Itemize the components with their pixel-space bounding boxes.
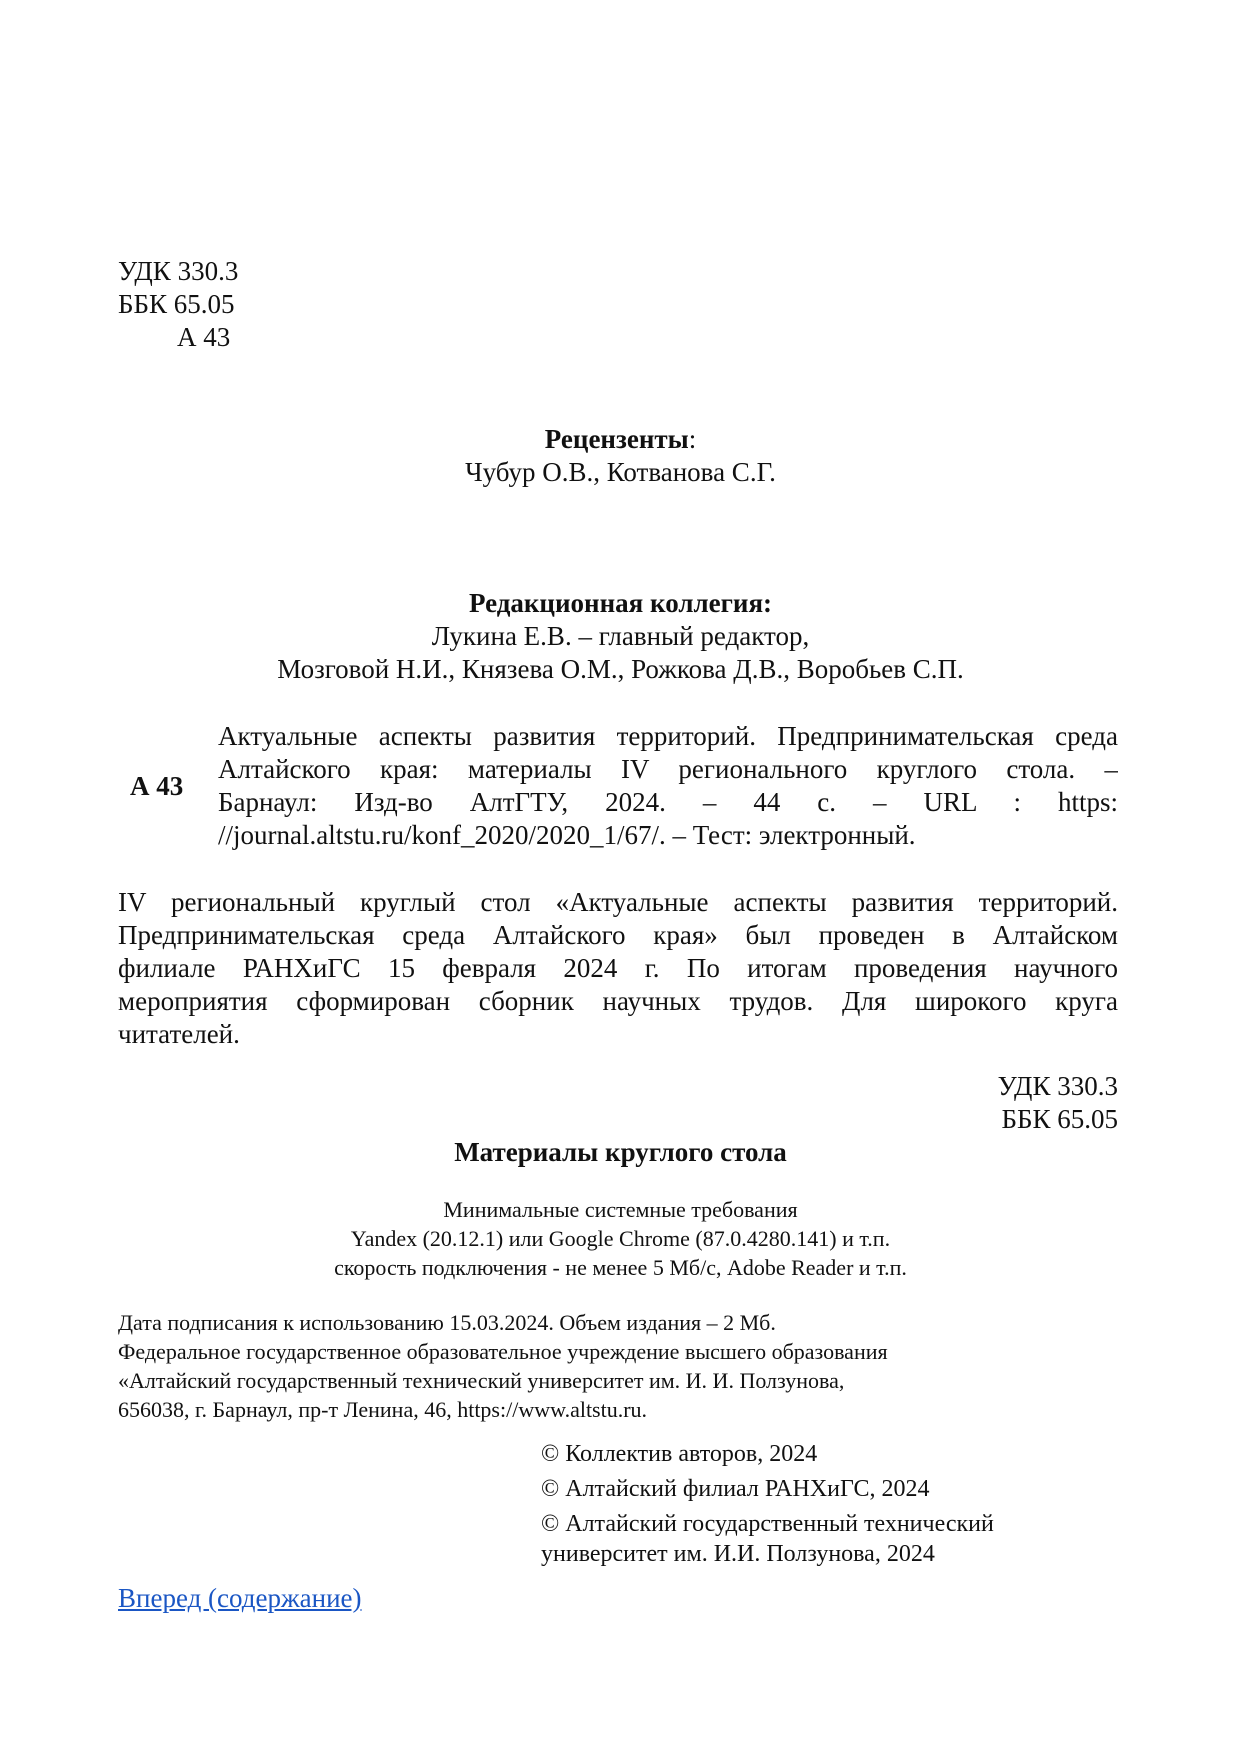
next-contents-link[interactable]: Вперед (содержание) (118, 1583, 362, 1613)
copyright-university-cont: университет им. И.И. Ползунова, 2024 (541, 1541, 935, 1567)
bbk-code-top: ББК 65.05 (118, 289, 235, 319)
abstract-line: мероприятия сформирован сборник научных трудов. Для широкого круга (118, 986, 1118, 1016)
copyright-authors: © Коллектив авторов, 2024 (541, 1441, 818, 1467)
publisher-name-line: «Алтайский государственный технический университет им. И. И. Ползунова, (118, 1368, 845, 1393)
publisher-address-line: 656038, г. Барнаул, пр-т Ленина, 46, https://www.altstu.ru. (118, 1397, 648, 1422)
udk-code-top: УДК 330.3 (118, 256, 239, 286)
copyright-university: © Алтайский государственный технический (541, 1511, 994, 1537)
author-code-top: А 43 (177, 322, 231, 352)
editorial-board-chief: Лукина Е.В. – главный редактор, (431, 621, 810, 651)
publisher-line: Федеральное государственное образовательное учреждение высшего образования (118, 1339, 888, 1364)
bibliographic-line: //journal.altstu.ru/konf_2020/2020_1/67/. – Тест: электронный. (218, 820, 916, 850)
editorial-board-members: Мозговой Н.И., Князева О.М., Рожкова Д.В., Воробьев С.П. (277, 654, 964, 684)
copyright-branch: © Алтайский филиал РАНХиГС, 2024 (541, 1476, 930, 1502)
reviewers-title-colon: : (688, 424, 697, 454)
abstract-line: Предпринимательская среда Алтайского края» был проведен в Алтайском (118, 920, 1118, 950)
system-requirements-browsers: Yandex (20.12.1) или Google Chrome (87.0.4280.141) и т.п. (350, 1226, 891, 1251)
reviewers-heading (0, 423, 1241, 456)
system-requirements-heading: Минимальные системные требования (443, 1197, 798, 1222)
reviewers-title: Рецензенты (544, 424, 689, 454)
bbk-code-bottom: ББК 65.05 (1001, 1104, 1118, 1134)
materials-title: Материалы круглого стола (454, 1137, 787, 1167)
abstract-line: филиале РАНХиГС 15 февраля 2024 г. По итогам проведения научного (118, 953, 1118, 983)
editorial-board-title: Редакционная коллегия: (468, 588, 773, 618)
udk-code-bottom: УДК 330.3 (997, 1071, 1118, 1101)
reviewers-names: Чубур О.В., Котванова С.Г. (465, 457, 776, 487)
bibliographic-line: Барнаул: Изд-во АлтГТУ, 2024. – 44 с. – URL : https: (218, 787, 1118, 817)
system-requirements-connection: скорость подключения - не менее 5 Мб/с, Adobe Reader и т.п. (334, 1255, 907, 1280)
abstract-line: читателей. (118, 1019, 240, 1049)
publication-date-line: Дата подписания к использованию 15.03.2024. Объем издания – 2 Мб. (118, 1310, 776, 1335)
abstract-line: IV региональный круглый стол «Актуальные аспекты развития территорий. (118, 887, 1118, 917)
bibliographic-line: Актуальные аспекты развития территорий. Предпринимательская среда (218, 721, 1118, 751)
bibliographic-code: А 43 (130, 771, 184, 801)
bibliographic-line: Алтайского края: материалы IV регионального круглого стола. – (218, 754, 1118, 784)
